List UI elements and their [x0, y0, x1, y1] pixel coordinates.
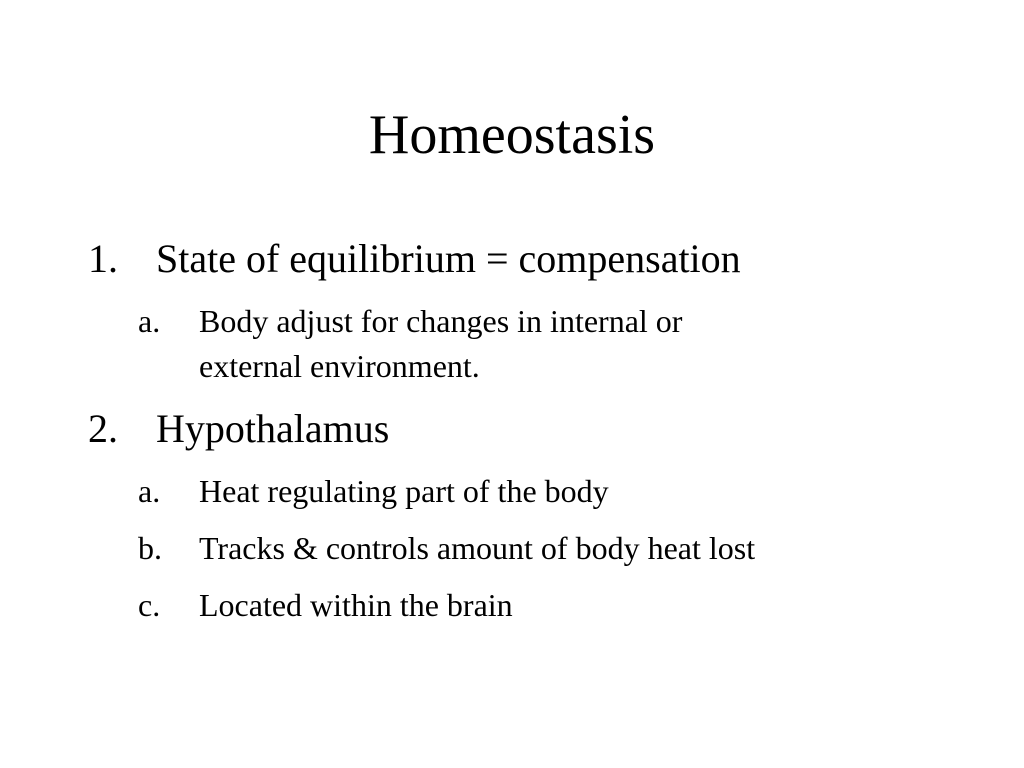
list-marker: 2.	[88, 406, 118, 451]
sub-list-marker: c.	[138, 587, 161, 623]
sub-item-text-line2: external environment.	[199, 348, 480, 384]
sub-list-marker: a.	[138, 473, 161, 509]
slide-title: Homeostasis	[368, 104, 656, 166]
sub-list-marker: a.	[138, 303, 161, 339]
list-item-text: State of equilibrium = compensation	[156, 236, 741, 281]
list-marker: 1.	[88, 236, 118, 281]
list-item-text: Hypothalamus	[156, 406, 390, 451]
sub-list-marker: b.	[138, 530, 162, 566]
sub-item-text: Tracks & controls amount of body heat lost	[199, 530, 756, 566]
sub-item-text: Located within the brain	[199, 587, 513, 623]
sub-item-text-line1: Body adjust for changes in internal or	[199, 303, 683, 339]
sub-item-text: Heat regulating part of the body	[199, 473, 609, 509]
